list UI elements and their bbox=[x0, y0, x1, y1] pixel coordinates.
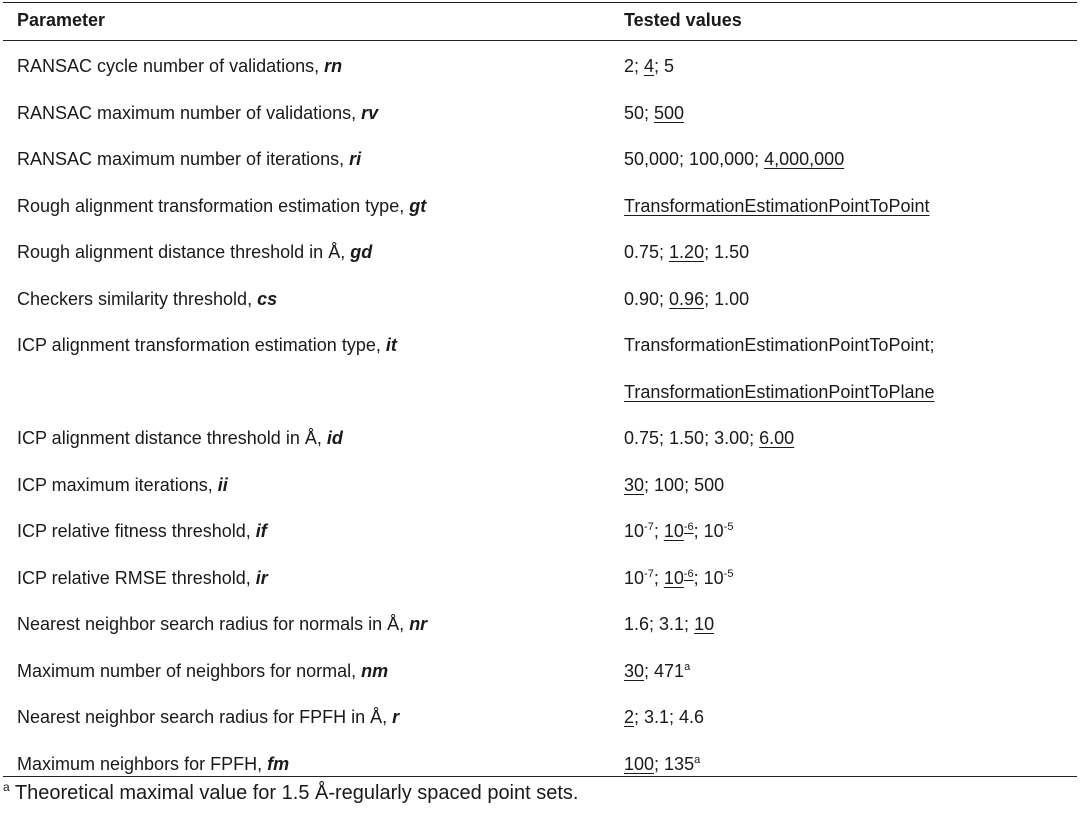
table-bottom-rule bbox=[3, 776, 1077, 777]
parameter-symbol: rn bbox=[324, 56, 343, 76]
value-text: ; bbox=[653, 567, 664, 588]
parameter-cell bbox=[17, 148, 361, 170]
tested-values-cell bbox=[624, 102, 684, 124]
value-text: ; bbox=[634, 56, 645, 76]
parameter-symbol: rv bbox=[361, 102, 379, 123]
parameter-cell bbox=[17, 427, 343, 449]
parameter-label: Maximum number of neighbors for normal, bbox=[17, 660, 362, 681]
parameter-symbol: if bbox=[255, 521, 267, 541]
parameter-symbol: id bbox=[326, 428, 343, 448]
default-value: 6.00 bbox=[759, 428, 795, 448]
parameter-symbol: ii bbox=[217, 474, 228, 495]
parameter-cell bbox=[17, 102, 378, 124]
parameter-symbol: gt bbox=[409, 195, 427, 216]
parameter-symbol: nr bbox=[409, 614, 428, 634]
value-text: ; 471 bbox=[644, 660, 685, 681]
default-value: 10 bbox=[663, 521, 684, 541]
header-parameter: Parameter bbox=[17, 10, 106, 30]
parameter-label: ICP alignment transformation estimation type, bbox=[17, 335, 386, 355]
default-value: 0.96 bbox=[669, 288, 705, 309]
table-row bbox=[0, 241, 1080, 288]
tested-values-cell bbox=[624, 567, 733, 589]
table-row bbox=[0, 660, 1080, 707]
default-value: 4,000,000 bbox=[764, 149, 845, 169]
table-row bbox=[0, 55, 1080, 102]
value-text: 50,000; 100,000; bbox=[624, 149, 765, 169]
value-text: TransformationEstimationPointToPoint; bbox=[624, 335, 935, 355]
value-text: 0.75; bbox=[624, 242, 670, 262]
table-row bbox=[0, 334, 1080, 381]
table-row bbox=[0, 381, 1080, 428]
parameter-cell bbox=[17, 288, 277, 310]
tested-values-cell bbox=[624, 706, 704, 728]
tested-values-cell bbox=[624, 241, 749, 263]
parameter-label: RANSAC cycle number of validations, bbox=[17, 56, 325, 76]
value-text: 10 bbox=[624, 567, 645, 588]
parameter-cell bbox=[17, 474, 228, 496]
value-text: a bbox=[684, 660, 691, 673]
parameter-cell bbox=[17, 613, 427, 635]
value-text: -7 bbox=[644, 567, 654, 580]
parameter-label: ICP relative RMSE threshold, bbox=[17, 567, 256, 588]
parameter-cell bbox=[17, 55, 342, 77]
parameter-cell bbox=[17, 334, 397, 356]
parameter-symbol: r bbox=[392, 707, 400, 727]
default-value: 2 bbox=[624, 707, 635, 727]
default-value: -6 bbox=[683, 567, 694, 580]
parameter-label: Nearest neighbor search radius for FPFH in Å, bbox=[17, 707, 393, 727]
parameter-label: Nearest neighbor search radius for normals in Å, bbox=[17, 614, 410, 634]
tested-values-cell bbox=[624, 427, 794, 449]
tested-values-cell bbox=[624, 474, 724, 496]
value-text: 50; bbox=[624, 102, 655, 123]
value-text: 10 bbox=[624, 521, 645, 541]
tested-values-cell bbox=[624, 195, 929, 217]
footnote-text: Theoretical maximal value for 1.5 Å-regularly spaced point sets. bbox=[9, 782, 579, 804]
parameter-symbol: cs bbox=[257, 288, 278, 309]
table-row bbox=[0, 613, 1080, 660]
tested-values-cell bbox=[624, 334, 934, 356]
tested-values-cell bbox=[624, 753, 700, 775]
parameter-cell bbox=[17, 660, 388, 682]
default-value: 10 bbox=[663, 567, 684, 588]
value-text: ; 10 bbox=[693, 567, 724, 588]
parameter-symbol: gd bbox=[350, 242, 373, 262]
parameter-symbol: ri bbox=[349, 149, 362, 169]
table-body bbox=[0, 55, 1080, 799]
value-text: a bbox=[694, 753, 701, 766]
parameter-symbol: nm bbox=[361, 660, 389, 681]
table-header bbox=[0, 3, 1080, 40]
parameter-label: Maximum neighbors for FPFH, bbox=[17, 753, 268, 774]
value-text: -5 bbox=[723, 521, 734, 533]
default-value: -6 bbox=[683, 521, 694, 533]
default-value: 10 bbox=[694, 614, 715, 634]
default-value: 1.20 bbox=[669, 242, 705, 262]
parameter-cell bbox=[17, 195, 426, 217]
parameter-label: Checkers similarity threshold, bbox=[17, 288, 258, 309]
tested-values-cell bbox=[624, 520, 733, 542]
value-text: ; 10 bbox=[693, 521, 724, 541]
parameter-label: ICP alignment distance threshold in Å, bbox=[17, 428, 327, 448]
parameter-label: RANSAC maximum number of validations, bbox=[17, 102, 362, 123]
table-row bbox=[0, 567, 1080, 614]
tested-values-cell bbox=[624, 660, 690, 682]
value-text: ; bbox=[653, 521, 664, 541]
footnote-mark: a bbox=[3, 780, 10, 794]
parameter-label: RANSAC maximum number of iterations, bbox=[17, 149, 350, 169]
parameter-cell bbox=[17, 753, 289, 775]
parameter-cell bbox=[17, 706, 399, 728]
parameter-cell bbox=[17, 241, 372, 263]
value-text: -7 bbox=[644, 521, 654, 533]
table-row bbox=[0, 427, 1080, 474]
default-value: 4 bbox=[644, 56, 655, 76]
parameter-label: Rough alignment distance threshold in Å, bbox=[17, 242, 351, 262]
parameter-cell bbox=[17, 567, 268, 589]
default-value: TransformationEstimationPointToPlane bbox=[624, 381, 935, 402]
value-text: -5 bbox=[723, 567, 734, 580]
parameter-symbol: fm bbox=[267, 753, 290, 774]
value-text: 0.90; bbox=[624, 288, 670, 309]
default-value: 100 bbox=[624, 753, 655, 774]
parameter-symbol: ir bbox=[255, 567, 268, 588]
tested-values-cell bbox=[624, 148, 844, 170]
tested-values-cell bbox=[624, 288, 749, 310]
tested-values-cell bbox=[624, 55, 674, 77]
value-text: ; 100; 500 bbox=[644, 474, 725, 495]
value-text: ; 3.1; 4.6 bbox=[634, 707, 705, 727]
value-text: 1.6; 3.1; bbox=[624, 614, 695, 634]
default-value: TransformationEstimationPointToPoint bbox=[624, 195, 930, 216]
table-row bbox=[0, 520, 1080, 567]
value-text: 2 bbox=[624, 56, 635, 76]
table-row bbox=[0, 288, 1080, 335]
table-row bbox=[0, 474, 1080, 521]
tested-values-cell bbox=[624, 381, 934, 403]
table-row bbox=[0, 148, 1080, 195]
parameter-label: ICP maximum iterations, bbox=[17, 474, 218, 495]
value-text: ; 1.50 bbox=[704, 242, 750, 262]
footnote bbox=[3, 782, 578, 805]
tested-values-cell bbox=[624, 613, 714, 635]
parameter-label: Rough alignment transformation estimation type, bbox=[17, 195, 410, 216]
parameter-label: ICP relative fitness threshold, bbox=[17, 521, 256, 541]
parameter-cell bbox=[17, 520, 267, 542]
default-value: 500 bbox=[654, 102, 685, 123]
table-header-rule bbox=[3, 40, 1077, 41]
parameter-symbol: it bbox=[385, 335, 397, 355]
value-text: ; 135 bbox=[654, 753, 695, 774]
table-row bbox=[0, 706, 1080, 753]
table-row bbox=[0, 102, 1080, 149]
default-value: 30 bbox=[624, 474, 645, 495]
table-row bbox=[0, 195, 1080, 242]
default-value: 30 bbox=[624, 660, 645, 681]
value-text: ; 5 bbox=[654, 56, 675, 76]
value-text: ; 1.00 bbox=[704, 288, 750, 309]
header-tested-values: Tested values bbox=[624, 10, 742, 30]
value-text: 0.75; 1.50; 3.00; bbox=[624, 428, 760, 448]
